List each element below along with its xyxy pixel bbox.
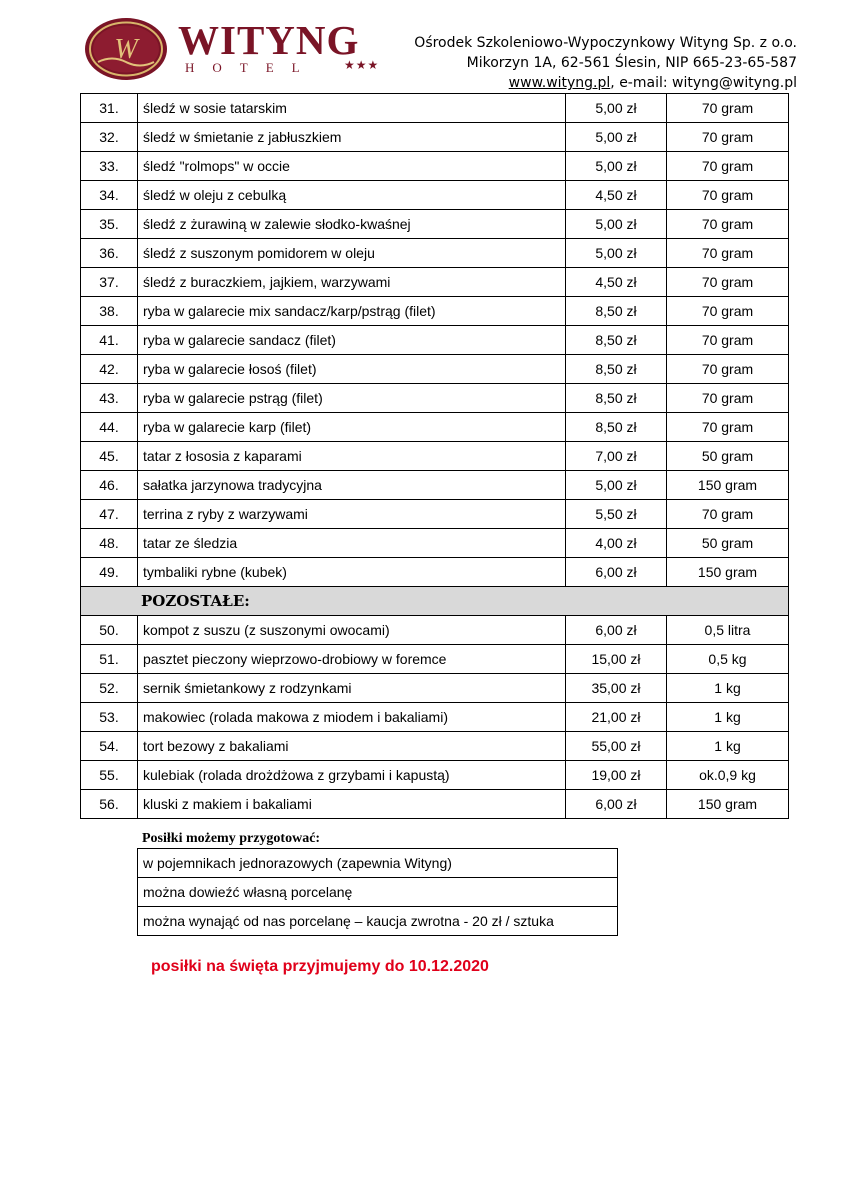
item-quantity: 1 kg xyxy=(667,674,789,703)
item-number: 44. xyxy=(81,413,138,442)
item-name: tort bezowy z bakaliami xyxy=(138,732,566,761)
item-name: śledź "rolmops" w occie xyxy=(138,152,566,181)
item-price: 35,00 zł xyxy=(566,674,667,703)
item-number: 36. xyxy=(81,239,138,268)
item-quantity: 70 gram xyxy=(667,94,789,123)
item-price: 7,00 zł xyxy=(566,442,667,471)
item-name: kompot z suszu (z suszonymi owocami) xyxy=(138,616,566,645)
item-number: 53. xyxy=(81,703,138,732)
meal-option-text: można wynająć od nas porcelanę – kaucja zwrotna - 20 zł / sztuka xyxy=(138,907,618,936)
item-price: 8,50 zł xyxy=(566,384,667,413)
item-price: 5,00 zł xyxy=(566,210,667,239)
item-name: sernik śmietankowy z rodzynkami xyxy=(138,674,566,703)
item-name: ryba w galarecie pstrąg (filet) xyxy=(138,384,566,413)
deadline-notice: posiłki na święta przyjmujemy do 10.12.2020 xyxy=(151,958,489,975)
item-number: 37. xyxy=(81,268,138,297)
hotel-logo-emblem xyxy=(84,17,168,81)
item-quantity: 50 gram xyxy=(667,529,789,558)
table-row xyxy=(81,297,789,326)
item-quantity: 150 gram xyxy=(667,471,789,500)
item-quantity: 70 gram xyxy=(667,123,789,152)
item-price: 8,50 zł xyxy=(566,297,667,326)
table-row xyxy=(81,442,789,471)
item-number: 42. xyxy=(81,355,138,384)
item-name: ryba w galarecie łosoś (filet) xyxy=(138,355,566,384)
item-quantity: 0,5 kg xyxy=(667,645,789,674)
table-row xyxy=(81,529,789,558)
item-quantity: 70 gram xyxy=(667,355,789,384)
table-row xyxy=(81,471,789,500)
item-price: 5,00 zł xyxy=(566,239,667,268)
item-price: 6,00 zł xyxy=(566,616,667,645)
table-row xyxy=(81,616,789,645)
item-quantity: 70 gram xyxy=(667,384,789,413)
item-number: 51. xyxy=(81,645,138,674)
table-row xyxy=(81,674,789,703)
table-row xyxy=(81,355,789,384)
company-contact xyxy=(414,73,797,93)
item-quantity: 150 gram xyxy=(667,790,789,819)
item-price: 4,00 zł xyxy=(566,529,667,558)
item-price: 15,00 zł xyxy=(566,645,667,674)
website-link[interactable]: www.wityng.pl xyxy=(508,75,611,91)
item-name: terrina z ryby z warzywami xyxy=(138,500,566,529)
item-quantity: 70 gram xyxy=(667,297,789,326)
item-name: śledź z buraczkiem, jajkiem, warzywami xyxy=(138,268,566,297)
svg-text:W: W xyxy=(114,34,138,65)
item-price: 8,50 zł xyxy=(566,413,667,442)
meal-option-text: w pojemnikach jednorazowych (zapewnia Wityng) xyxy=(138,849,618,878)
item-price: 5,00 zł xyxy=(566,123,667,152)
section-title: POZOSTAŁE: xyxy=(81,587,789,616)
meal-option-text: można dowieźć własną porcelanę xyxy=(138,878,618,907)
company-name: Ośrodek Szkoleniowo-Wypoczynkowy Wityng Sp. z o.o. xyxy=(414,35,797,51)
hotel-stars-icon: ★★★ xyxy=(344,58,380,72)
item-number: 52. xyxy=(81,674,138,703)
item-name: sałatka jarzynowa tradycyjna xyxy=(138,471,566,500)
hotel-logo-subtitle: HOTEL xyxy=(185,60,318,75)
item-number: 35. xyxy=(81,210,138,239)
item-quantity: 70 gram xyxy=(667,326,789,355)
meals-options-title: Posiłki możemy przygotować: xyxy=(142,831,321,846)
item-number: 38. xyxy=(81,297,138,326)
item-quantity: 1 kg xyxy=(667,703,789,732)
menu-table xyxy=(80,93,789,819)
table-row xyxy=(81,94,789,123)
item-name: tatar z łososia z kaparami xyxy=(138,442,566,471)
meal-option-row xyxy=(138,878,618,907)
item-number: 32. xyxy=(81,123,138,152)
item-price: 19,00 zł xyxy=(566,761,667,790)
item-number: 47. xyxy=(81,500,138,529)
item-price: 5,00 zł xyxy=(566,94,667,123)
item-price: 6,00 zł xyxy=(566,790,667,819)
table-row xyxy=(81,239,789,268)
item-price: 21,00 zł xyxy=(566,703,667,732)
item-number: 43. xyxy=(81,384,138,413)
item-number: 34. xyxy=(81,181,138,210)
table-row xyxy=(81,123,789,152)
item-quantity: 70 gram xyxy=(667,181,789,210)
item-name: tymbaliki rybne (kubek) xyxy=(138,558,566,587)
item-quantity: 0,5 litra xyxy=(667,616,789,645)
item-quantity: 70 gram xyxy=(667,500,789,529)
table-row xyxy=(81,268,789,297)
item-name: śledź w sosie tatarskim xyxy=(138,94,566,123)
item-quantity: 70 gram xyxy=(667,210,789,239)
item-price: 8,50 zł xyxy=(566,326,667,355)
table-row xyxy=(81,703,789,732)
item-name: śledź z żurawiną w zalewie słodko-kwaśnej xyxy=(138,210,566,239)
item-name: ryba w galarecie mix sandacz/karp/pstrąg (filet) xyxy=(138,297,566,326)
item-name: kulebiak (rolada drożdżowa z grzybami i kapustą) xyxy=(138,761,566,790)
email-text: , e-mail: wityng@wityng.pl xyxy=(610,75,797,91)
item-number: 54. xyxy=(81,732,138,761)
item-name: tatar ze śledzia xyxy=(138,529,566,558)
table-row xyxy=(81,790,789,819)
table-row xyxy=(81,500,789,529)
table-row xyxy=(81,732,789,761)
table-row xyxy=(81,761,789,790)
item-price: 5,00 zł xyxy=(566,471,667,500)
table-row xyxy=(81,152,789,181)
item-name: śledź w śmietanie z jabłuszkiem xyxy=(138,123,566,152)
item-quantity: 70 gram xyxy=(667,152,789,181)
item-number: 46. xyxy=(81,471,138,500)
item-quantity: ok.0,9 kg xyxy=(667,761,789,790)
company-address: Mikorzyn 1A, 62-561 Ślesin, NIP 665-23-65-587 xyxy=(466,55,797,71)
item-price: 4,50 zł xyxy=(566,181,667,210)
company-info xyxy=(414,33,797,93)
item-number: 33. xyxy=(81,152,138,181)
item-number: 31. xyxy=(81,94,138,123)
item-quantity: 150 gram xyxy=(667,558,789,587)
item-number: 55. xyxy=(81,761,138,790)
table-row xyxy=(81,413,789,442)
item-number: 50. xyxy=(81,616,138,645)
item-name: śledź w oleju z cebulką xyxy=(138,181,566,210)
item-name: śledź z suszonym pomidorem w oleju xyxy=(138,239,566,268)
table-row xyxy=(81,645,789,674)
table-row xyxy=(81,384,789,413)
item-name: ryba w galarecie sandacz (filet) xyxy=(138,326,566,355)
item-name: ryba w galarecie karp (filet) xyxy=(138,413,566,442)
item-price: 55,00 zł xyxy=(566,732,667,761)
table-row xyxy=(81,326,789,355)
section-row xyxy=(81,587,789,616)
item-number: 48. xyxy=(81,529,138,558)
item-number: 56. xyxy=(81,790,138,819)
table-row xyxy=(81,558,789,587)
item-price: 4,50 zł xyxy=(566,268,667,297)
meal-option-row xyxy=(138,907,618,936)
item-price: 5,50 zł xyxy=(566,500,667,529)
item-number: 45. xyxy=(81,442,138,471)
item-quantity: 1 kg xyxy=(667,732,789,761)
table-row xyxy=(81,210,789,239)
item-quantity: 70 gram xyxy=(667,268,789,297)
item-price: 6,00 zł xyxy=(566,558,667,587)
meal-option-row xyxy=(138,849,618,878)
item-quantity: 70 gram xyxy=(667,413,789,442)
item-quantity: 50 gram xyxy=(667,442,789,471)
hotel-logo-name: WITYNG xyxy=(178,17,360,63)
item-number: 49. xyxy=(81,558,138,587)
item-name: kluski z makiem i bakaliami xyxy=(138,790,566,819)
table-row xyxy=(81,181,789,210)
item-price: 5,00 zł xyxy=(566,152,667,181)
item-price: 8,50 zł xyxy=(566,355,667,384)
item-quantity: 70 gram xyxy=(667,239,789,268)
meals-options-table xyxy=(137,848,618,936)
item-number: 41. xyxy=(81,326,138,355)
item-name: makowiec (rolada makowa z miodem i bakaliami) xyxy=(138,703,566,732)
item-name: pasztet pieczony wieprzowo-drobiowy w foremce xyxy=(138,645,566,674)
